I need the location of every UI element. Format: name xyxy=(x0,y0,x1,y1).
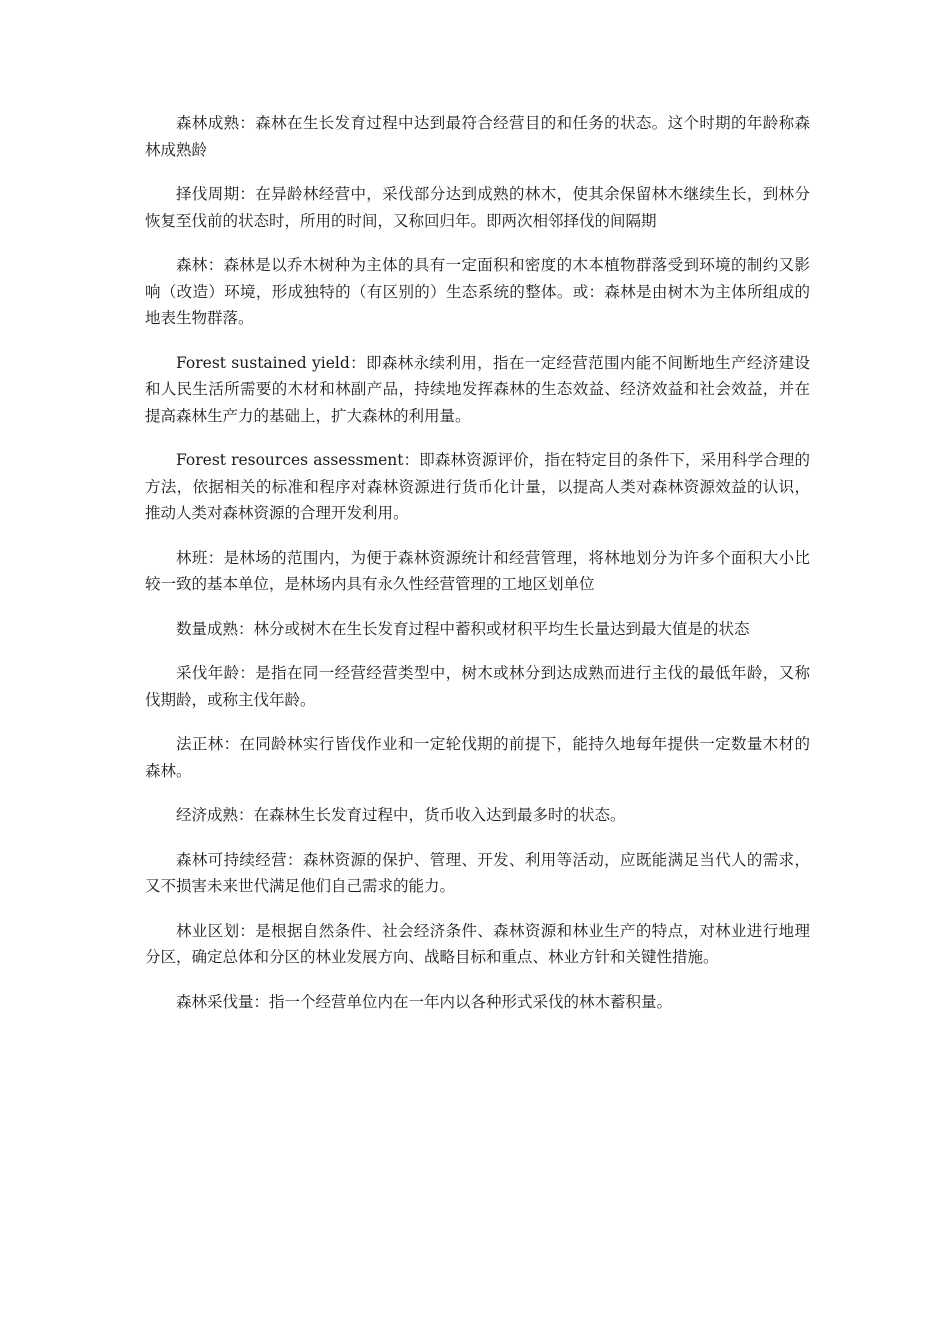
definition-text: 是根据自然条件、社会经济条件、森林资源和林业生产的特点，对林业进行地理分区，确定总体和分区的林业发展方向、战略目标和重点、林业方针和关键性措施。 xyxy=(145,921,810,966)
definition-term: Forest sustained yield： xyxy=(176,353,366,372)
definition-paragraph xyxy=(145,660,810,713)
definition-paragraph xyxy=(145,447,810,527)
definition-text: 森林在生长发育过程中达到最符合经营目的和任务的状态。这个时期的年龄称森林成熟龄 xyxy=(145,114,810,159)
definition-term: 森林： xyxy=(176,256,224,274)
definition-text: 是指在同一经营经营类型中，树木或林分到达成熟而进行主伐的最低年龄，又称伐期龄，或称主伐年龄。 xyxy=(145,664,810,709)
definition-paragraph xyxy=(145,731,810,784)
definition-paragraph xyxy=(145,110,810,163)
definition-term: 经济成熟： xyxy=(176,806,254,824)
definition-paragraph xyxy=(145,350,810,430)
definition-paragraph xyxy=(145,545,810,598)
definition-term: 数量成熟： xyxy=(176,619,254,638)
definition-text: 即森林永续利用，指在一定经营范围内能不间断地生产经济建设和人民生活所需要的木材和林副产品，持续地发挥森林的生态效益、经济效益和社会效益，并在提高森林生产力的基础上，扩大森林的利用量。 xyxy=(145,353,810,425)
definition-term: Forest resources assessment： xyxy=(176,451,420,469)
definition-text: 森林资源的保护、管理、开发、利用等活动，应既能满足当代人的需求，又不损害未来世代满足他们自己需求的能力。 xyxy=(145,850,810,895)
definition-text: 即森林资源评价，指在特定目的条件下，采用科学合理的方法，依据相关的标准和程序对森林资源进行货币化计量，以提高人类对森林资源效益的认识，推动人类对森林资源的合理开发利用。 xyxy=(145,451,810,522)
definition-paragraph xyxy=(145,918,810,971)
definition-term: 森林采伐量： xyxy=(176,992,270,1011)
definition-term: 林业区划： xyxy=(176,921,256,940)
definition-paragraph xyxy=(145,802,810,829)
definition-paragraph xyxy=(145,252,810,332)
definition-text: 林分或树木在生长发育过程中蓄积或材积平均生长量达到最大值是的状态 xyxy=(253,619,750,638)
definition-term: 森林成熟： xyxy=(176,114,256,132)
definition-text: 森林是以乔木树种为主体的具有一定面积和密度的木本植物群落受到环境的制约又影响（改造）环境，形成独特的（有区别的）生态系统的整体。或：森林是由树木为主体所组成的地表生物群落。 xyxy=(145,256,810,327)
definition-text: 在森林生长发育过程中，货币收入达到最多时的状态。 xyxy=(253,806,626,824)
definition-term: 森林可持续经营： xyxy=(176,850,303,869)
definition-term: 择伐周期： xyxy=(176,185,256,203)
definition-paragraph xyxy=(145,616,810,643)
definition-text: 在异龄林经营中，采伐部分达到成熟的林木，使其余保留林木继续生长，到林分恢复至伐前的状态时，所用的时间，又称回归年。即两次相邻择伐的间隔期 xyxy=(145,185,810,230)
definition-paragraph xyxy=(145,989,810,1016)
definition-term: 林班： xyxy=(176,548,224,567)
definition-term: 法正林： xyxy=(176,735,240,753)
definition-paragraph xyxy=(145,847,810,900)
definition-text: 在同龄林实行皆伐作业和一定轮伐期的前提下，能持久地每年提供一定数量木材的森林。 xyxy=(145,735,810,780)
definition-text: 是林场的范围内，为便于森林资源统计和经营管理，将林地划分为许多个面积大小比较一致的基本单位，是林场内具有永久性经营管理的工地区划单位 xyxy=(145,548,810,593)
definition-paragraph xyxy=(145,181,810,234)
definition-text: 指一个经营单位内在一年内以各种形式采伐的林木蓄积量。 xyxy=(269,992,673,1011)
document-body xyxy=(145,110,810,1033)
definition-term: 采伐年龄： xyxy=(176,664,256,682)
